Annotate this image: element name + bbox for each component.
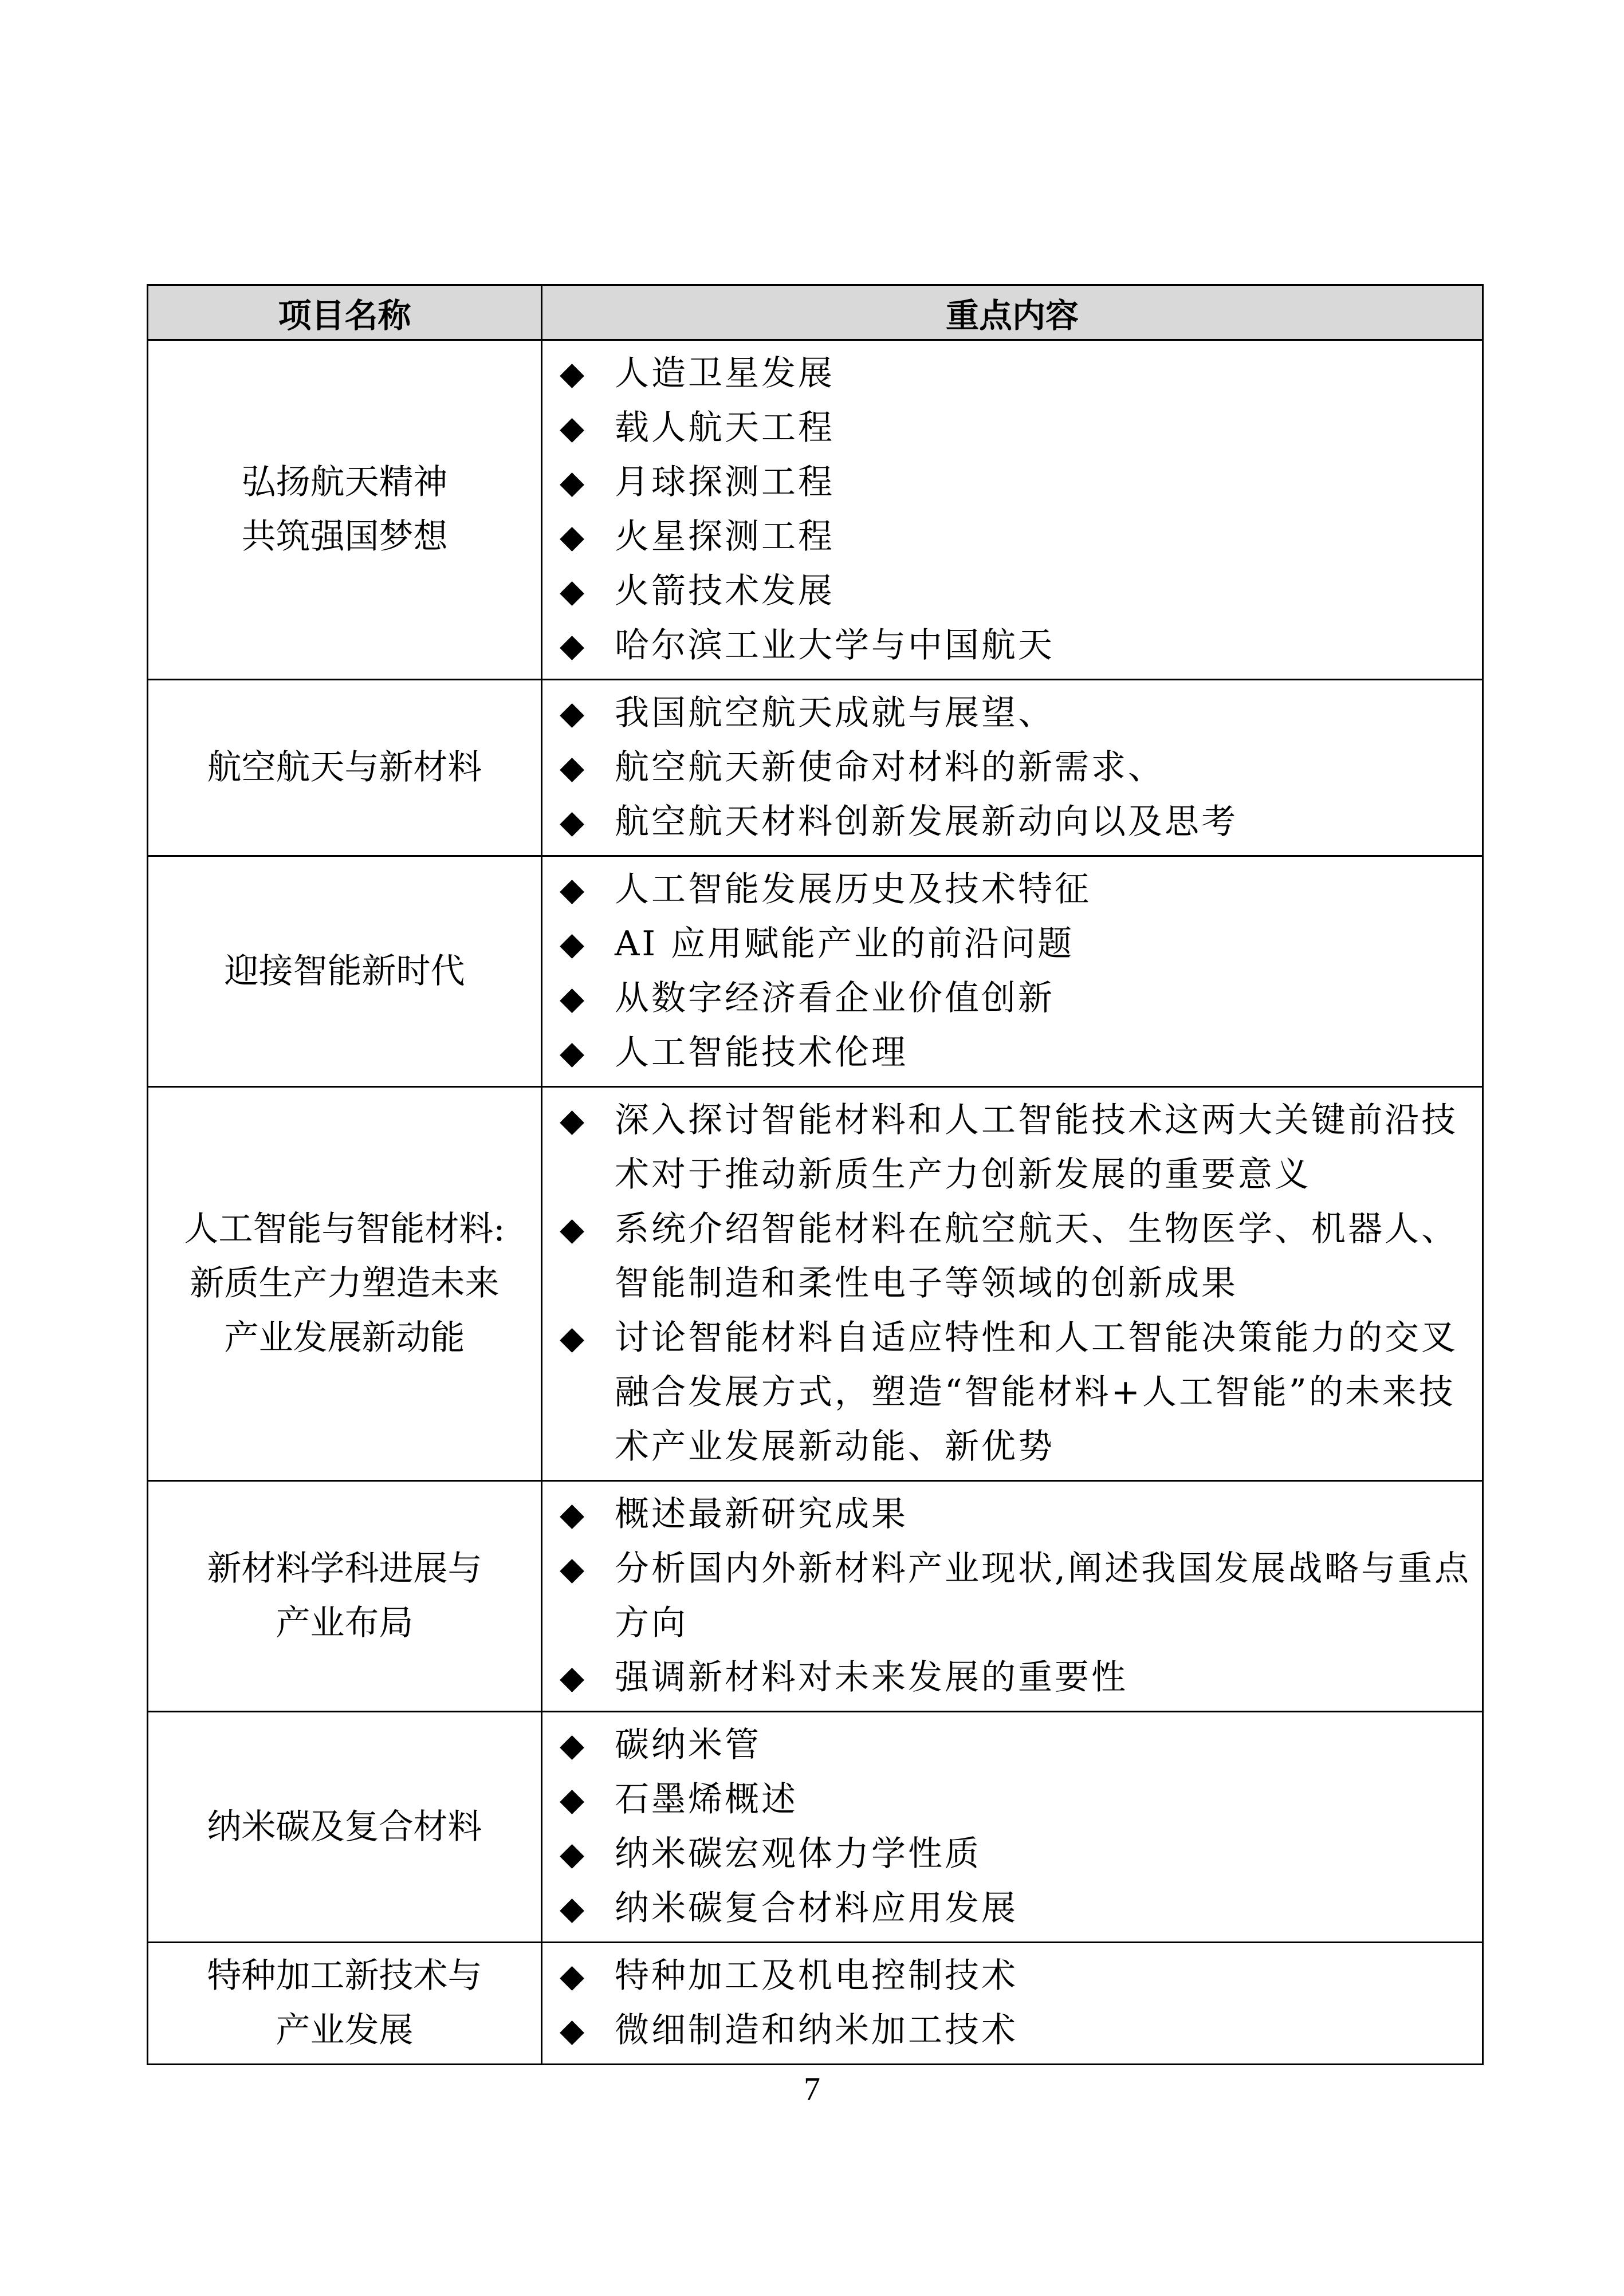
header-key-content: 重点内容 xyxy=(542,285,1483,340)
list-item-text: 航空航天材料创新发展新动向以及思考 xyxy=(615,802,1238,842)
list-item xyxy=(560,346,1476,401)
project-name-cell xyxy=(148,340,542,680)
list-item xyxy=(560,455,1476,510)
diamond-bullet-icon: ◆ xyxy=(560,355,585,392)
list-item xyxy=(560,971,1476,1026)
project-name-cell xyxy=(148,1712,542,1943)
list-item xyxy=(560,1718,1476,1773)
table-row xyxy=(148,1087,1483,1481)
project-name-cell xyxy=(148,856,542,1087)
bullet-list xyxy=(560,1718,1476,1936)
list-item-text: 人工智能技术伦理 xyxy=(615,1033,908,1073)
project-name-line: 产业发展新动能 xyxy=(224,1318,465,1358)
list-item-text: 深入探讨智能材料和人工智能技术这两大关键前沿技术对于推动新质生产力创新发展的重要意义 xyxy=(615,1100,1458,1195)
diamond-bullet-icon: ◆ xyxy=(560,1320,585,1357)
list-item xyxy=(560,863,1476,917)
project-name-line: 人工智能与智能材料: xyxy=(184,1209,505,1249)
diamond-bullet-icon: ◆ xyxy=(560,2012,585,2049)
list-item-text: 特种加工及机电控制技术 xyxy=(615,1956,1018,1996)
list-item-text: 石墨烯概述 xyxy=(615,1779,798,1820)
key-content-cell xyxy=(542,856,1483,1087)
diamond-bullet-icon: ◆ xyxy=(560,1781,585,1818)
table-row xyxy=(148,680,1483,856)
diamond-bullet-icon: ◆ xyxy=(560,518,585,556)
key-content-cell xyxy=(542,1712,1483,1943)
bullet-list xyxy=(560,346,1476,673)
diamond-bullet-icon: ◆ xyxy=(560,409,585,447)
table-row xyxy=(148,1712,1483,1943)
list-item xyxy=(560,2003,1476,2058)
diamond-bullet-icon: ◆ xyxy=(560,464,585,501)
table-header-row xyxy=(148,285,1483,340)
project-name-line: 航空航天与新材料 xyxy=(207,747,482,787)
project-name-cell xyxy=(148,1943,542,2065)
header-project-name: 项目名称 xyxy=(148,285,542,340)
list-item xyxy=(560,401,1476,455)
project-name-cell xyxy=(148,1481,542,1712)
project-name-line: 产业发展 xyxy=(276,2010,414,2050)
project-name-line: 新质生产力塑造未来 xyxy=(190,1263,500,1303)
list-item-text: 航空航天新使命对材料的新需求、 xyxy=(615,747,1165,787)
list-item xyxy=(560,1202,1476,1311)
diamond-bullet-icon: ◆ xyxy=(560,1102,585,1139)
list-item xyxy=(560,1542,1476,1651)
list-item xyxy=(560,619,1476,673)
key-content-cell xyxy=(542,1087,1483,1481)
diamond-bullet-icon: ◆ xyxy=(560,980,585,1017)
list-item xyxy=(560,510,1476,564)
diamond-bullet-icon: ◆ xyxy=(560,1211,585,1248)
project-name-line: 特种加工新技术与 xyxy=(207,1956,482,1996)
list-item xyxy=(560,1949,1476,2003)
diamond-bullet-icon: ◆ xyxy=(560,695,585,732)
bullet-list xyxy=(560,863,1476,1080)
bullet-list xyxy=(560,1949,1476,2058)
page-number: 7 xyxy=(804,2070,820,2108)
key-content-cell xyxy=(542,1943,1483,2065)
diamond-bullet-icon: ◆ xyxy=(560,871,585,908)
list-item xyxy=(560,1651,1476,1705)
list-item xyxy=(560,1773,1476,1827)
list-item xyxy=(560,795,1476,849)
list-item-text: 载人航天工程 xyxy=(615,408,835,448)
project-name-line: 共筑强国梦想 xyxy=(241,517,448,557)
diamond-bullet-icon: ◆ xyxy=(560,926,585,963)
list-item-text: 纳米碳复合材料应用发展 xyxy=(615,1888,1018,1928)
list-item-text: 火箭技术发展 xyxy=(615,571,835,611)
list-item-text: 人工智能发展历史及技术特征 xyxy=(615,869,1091,909)
list-item xyxy=(560,1311,1476,1474)
list-item-text: 讨论智能材料自适应特性和人工智能决策能力的交叉融合发展方式，塑造“智能材料+人工智能”的未来技术产业发展新动能、新优势 xyxy=(615,1318,1458,1467)
bullet-list xyxy=(560,1487,1476,1705)
diamond-bullet-icon: ◆ xyxy=(560,1890,585,1927)
diamond-bullet-icon: ◆ xyxy=(560,1034,585,1072)
list-item-text: 人造卫星发展 xyxy=(615,353,835,393)
list-item-text: 分析国内外新材料产业现状,阐述我国发展战略与重点方向 xyxy=(615,1549,1472,1643)
list-item-text: 碳纳米管 xyxy=(615,1725,761,1765)
list-item xyxy=(560,564,1476,619)
project-name-line: 产业布局 xyxy=(276,1603,414,1643)
diamond-bullet-icon: ◆ xyxy=(560,1550,585,1588)
list-item-text: 哈尔滨工业大学与中国航天 xyxy=(615,625,1055,665)
project-name-line: 迎接智能新时代 xyxy=(224,951,465,991)
list-item xyxy=(560,1827,1476,1881)
key-content-cell xyxy=(542,1481,1483,1712)
project-name-line: 弘扬航天精神 xyxy=(241,462,448,502)
list-item-text: 月球探测工程 xyxy=(615,462,835,502)
diamond-bullet-icon: ◆ xyxy=(560,1659,585,1696)
diamond-bullet-icon: ◆ xyxy=(560,1836,585,1873)
diamond-bullet-icon: ◆ xyxy=(560,573,585,610)
key-content-cell xyxy=(542,680,1483,856)
list-item-text: 微细制造和纳米加工技术 xyxy=(615,2010,1018,2050)
list-item xyxy=(560,741,1476,795)
table-row xyxy=(148,856,1483,1087)
bullet-list xyxy=(560,1093,1476,1474)
list-item-text: 火星探测工程 xyxy=(615,517,835,557)
list-item xyxy=(560,917,1476,971)
table-row xyxy=(148,1481,1483,1712)
project-name-cell xyxy=(148,1087,542,1481)
project-name-cell xyxy=(148,680,542,856)
list-item xyxy=(560,1026,1476,1080)
list-item-text: 概述最新研究成果 xyxy=(615,1494,908,1534)
diamond-bullet-icon: ◆ xyxy=(560,1727,585,1764)
list-item xyxy=(560,686,1476,741)
list-item-text: 纳米碳宏观体力学性质 xyxy=(615,1834,981,1874)
list-item-text: AI 应用赋能产业的前沿问题 xyxy=(615,924,1075,964)
diamond-bullet-icon: ◆ xyxy=(560,804,585,841)
list-item-text: 我国航空航天成就与展望、 xyxy=(615,693,1055,733)
table-body xyxy=(148,340,1483,2065)
course-table xyxy=(147,284,1484,2065)
diamond-bullet-icon: ◆ xyxy=(560,1496,585,1533)
table-row xyxy=(148,340,1483,680)
project-name-line: 纳米碳及复合材料 xyxy=(207,1806,482,1847)
list-item-text: 强调新材料对未来发展的重要性 xyxy=(615,1657,1128,1698)
list-item-text: 系统介绍智能材料在航空航天、生物医学、机器人、智能制造和柔性电子等领域的创新成果 xyxy=(615,1209,1458,1303)
diamond-bullet-icon: ◆ xyxy=(560,749,585,786)
list-item-text: 从数字经济看企业价值创新 xyxy=(615,978,1055,1018)
list-item xyxy=(560,1487,1476,1542)
diamond-bullet-icon: ◆ xyxy=(560,1958,585,1995)
table-row xyxy=(148,1943,1483,2065)
project-name-line: 新材料学科进展与 xyxy=(207,1549,482,1589)
list-item xyxy=(560,1881,1476,1936)
key-content-cell xyxy=(542,340,1483,680)
list-item xyxy=(560,1093,1476,1202)
bullet-list xyxy=(560,686,1476,849)
diamond-bullet-icon: ◆ xyxy=(560,627,585,664)
